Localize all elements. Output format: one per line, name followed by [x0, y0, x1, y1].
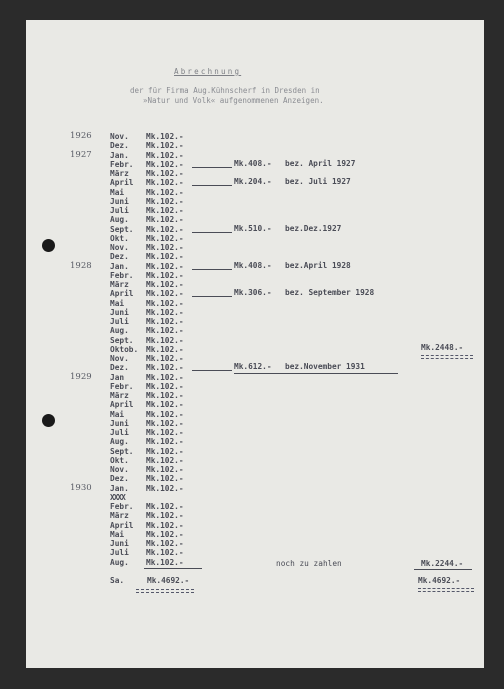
sum-label: Sa. — [110, 576, 125, 585]
ledger-month: März — [110, 391, 129, 400]
ledger-amount: Mk.102.- — [146, 159, 184, 169]
ledger-amount: Mk.102.- — [146, 196, 184, 206]
payment-amount: Mk.510.- — [234, 223, 272, 233]
ledger-month: Sept. — [110, 224, 134, 234]
payment-leader-line — [192, 370, 232, 371]
payment-final-rule — [234, 373, 398, 374]
ledger-month: Aug. — [110, 437, 129, 447]
ledger-month: Juni — [110, 196, 129, 206]
ledger-month: April — [110, 520, 134, 530]
ledger-month: Sept. — [110, 335, 134, 345]
ledger-month: Juli — [110, 428, 129, 437]
ledger-month: Dez. — [110, 141, 129, 151]
ledger-amount: Mk.102.- — [146, 455, 184, 465]
ledger-month: Dez. — [110, 474, 129, 484]
payment-leader-line — [192, 269, 232, 270]
ledger-amount: Mk.102.- — [146, 317, 184, 326]
ledger-month: April — [110, 178, 134, 188]
ledger-month: März — [110, 280, 129, 289]
ledger-month: Sept. — [110, 446, 134, 456]
payment-amount: Mk.408.- — [234, 158, 272, 168]
ledger-amount: Mk.102.- — [146, 206, 184, 215]
ledger-month: April — [110, 400, 134, 410]
payment-note: bez.Dez.1927 — [285, 223, 342, 233]
payment-amount: Mk.408.- — [234, 260, 272, 270]
ledger-amount: Mk.102.- — [146, 400, 184, 410]
payment-leader-line — [192, 167, 232, 168]
payment-leader-line — [192, 232, 232, 233]
ledger-amount: Mk.102.- — [146, 548, 184, 558]
ledger-amount: Mk.102.- — [146, 215, 184, 225]
ledger-amount: Mk.102.- — [146, 178, 184, 188]
ledger-month: Febr. — [110, 381, 134, 391]
ledger-month: Febr. — [110, 270, 134, 280]
ledger-amount: Mk.102.- — [146, 169, 184, 178]
ledger-amount: Mk.102.- — [146, 502, 184, 511]
ledger-amount: Mk.102.- — [146, 483, 184, 493]
ledger-month: Nov. — [110, 243, 129, 252]
ledger-amount: Mk.102.- — [146, 150, 184, 160]
payment-note: bez. Juli 1927 — [285, 177, 351, 187]
remaining-amount-underline — [414, 569, 472, 570]
paid-total-underline — [421, 355, 473, 359]
ledger-month: März — [110, 511, 129, 521]
ledger-month: Febr. — [110, 159, 134, 169]
ledger-amount: Mk.102.- — [146, 372, 184, 382]
ledger-amount: Mk.102.- — [146, 187, 184, 197]
remaining-amount: Mk.2244.- — [421, 559, 464, 568]
ledger-amount: Mk.102.- — [146, 539, 184, 548]
ledger-amount: Mk.102.- — [146, 446, 184, 456]
ledger-amount: Mk.102.- — [146, 437, 184, 447]
ledger-amount: Mk.102.- — [146, 511, 184, 521]
sum-underline — [136, 589, 194, 593]
ledger-month: Aug. — [110, 326, 129, 336]
ledger-month: Juni — [110, 307, 129, 317]
ledger-month: XXXX — [110, 492, 125, 502]
ledger-month: Okt. — [110, 455, 129, 465]
ledger-amount: Mk.102.- — [146, 224, 184, 234]
remaining-label: noch zu zahlen — [276, 559, 342, 568]
payment-note: bez.November 1931 — [285, 362, 365, 372]
grand-total-underline — [418, 588, 474, 592]
ledger-amount: Mk.102.- — [146, 381, 184, 391]
ledger-amount: Mk.102.- — [146, 409, 184, 419]
ledger-month: Nov. — [110, 132, 129, 141]
ledger-month: Jan — [110, 372, 125, 382]
ledger-amount: Mk.102.- — [146, 261, 184, 271]
ledger-month: Aug. — [110, 557, 129, 567]
ledger-month: Jan. — [110, 150, 129, 160]
payment-note: bez. September 1928 — [285, 288, 375, 298]
ledger-year: 1927 — [70, 149, 92, 160]
ledger-year: 1928 — [70, 260, 92, 271]
ledger-month: Okt. — [110, 233, 129, 243]
punch-hole-top — [42, 239, 55, 252]
ledger-month: Mai — [110, 529, 125, 539]
ledger-amount: Mk.102.- — [146, 344, 184, 354]
ledger-amount: Mk.102.- — [146, 354, 184, 363]
payment-amount: Mk.204.- — [234, 177, 272, 187]
ledger-amount: Mk.102.- — [146, 520, 184, 530]
ledger-amount: Mk.102.- — [146, 391, 184, 400]
payment-amount: Mk.306.- — [234, 288, 272, 298]
ledger-amount: Mk.102.- — [146, 298, 184, 308]
document-sheet — [26, 20, 484, 668]
sum-amount: Mk.4692.- — [147, 576, 190, 585]
ledger-month: Juli — [110, 317, 129, 326]
ledger-amount: Mk.102.- — [146, 270, 184, 280]
grand-total: Mk.4692.- — [418, 576, 461, 585]
ledger-month: Aug. — [110, 215, 129, 225]
paid-total: Mk.2448.- — [421, 343, 464, 352]
ledger-amount: Mk.102.- — [146, 280, 184, 289]
ledger-month: Mai — [110, 298, 125, 308]
ledger-month: Jan. — [110, 261, 129, 271]
ledger-month: Juli — [110, 548, 129, 558]
ledger-amount: Mk.102.- — [146, 474, 184, 484]
ledger-month: Juni — [110, 418, 129, 428]
ledger-amount: Mk.102.- — [146, 307, 184, 317]
ledger-amount: Mk.102.- — [146, 132, 184, 141]
ledger-amount: Mk.102.- — [146, 335, 184, 345]
ledger-month: Oktob. — [110, 344, 139, 354]
payment-note: bez.April 1928 — [285, 260, 351, 270]
document-subtitle-line-2: »Natur und Volk« aufgenommenen Anzeigen. — [143, 96, 324, 105]
ledger-month: Dez. — [110, 252, 129, 262]
ledger-month: April — [110, 289, 134, 299]
ledger-amount: Mk.102.- — [146, 428, 184, 437]
ledger-month: Jan. — [110, 483, 129, 493]
ledger-year: 1929 — [70, 371, 92, 382]
ledger-month: Nov. — [110, 354, 129, 363]
ledger-amount: Mk.102.- — [146, 243, 184, 252]
ledger-last-amount-underline — [144, 568, 202, 569]
ledger-amount: Mk.102.- — [146, 233, 184, 243]
ledger-month: Mai — [110, 409, 125, 419]
ledger-amount: Mk.102.- — [146, 252, 184, 262]
document-title: Abrechnung — [174, 67, 242, 76]
ledger-amount: Mk.102.- — [146, 326, 184, 336]
payment-leader-line — [192, 185, 232, 186]
ledger-amount: Mk.102.- — [146, 363, 184, 373]
document-subtitle-line-1: der für Firma Aug.Kühnscherf in Dresden in — [130, 86, 320, 95]
payment-leader-line — [192, 296, 232, 297]
payment-amount: Mk.612.- — [234, 362, 272, 372]
ledger-month: Juni — [110, 539, 129, 548]
ledger-month: Nov. — [110, 465, 129, 474]
ledger-amount: Mk.102.- — [146, 418, 184, 428]
ledger-month: Juli — [110, 206, 129, 215]
ledger-year: 1930 — [70, 482, 92, 493]
ledger-amount: Mk.102.- — [146, 529, 184, 539]
ledger-month: Dez. — [110, 363, 129, 373]
payment-note: bez. April 1927 — [285, 158, 356, 168]
ledger-month: März — [110, 169, 129, 178]
ledger-amount: Mk.102.- — [146, 141, 184, 151]
ledger-year: 1926 — [70, 131, 92, 141]
punch-hole-bottom — [42, 414, 55, 427]
ledger-amount: Mk.102.- — [146, 465, 184, 474]
ledger-month: Febr. — [110, 502, 134, 511]
ledger-month: Mai — [110, 187, 125, 197]
ledger-amount: Mk.102.- — [146, 289, 184, 299]
ledger-amount: Mk.102.- — [146, 557, 184, 567]
